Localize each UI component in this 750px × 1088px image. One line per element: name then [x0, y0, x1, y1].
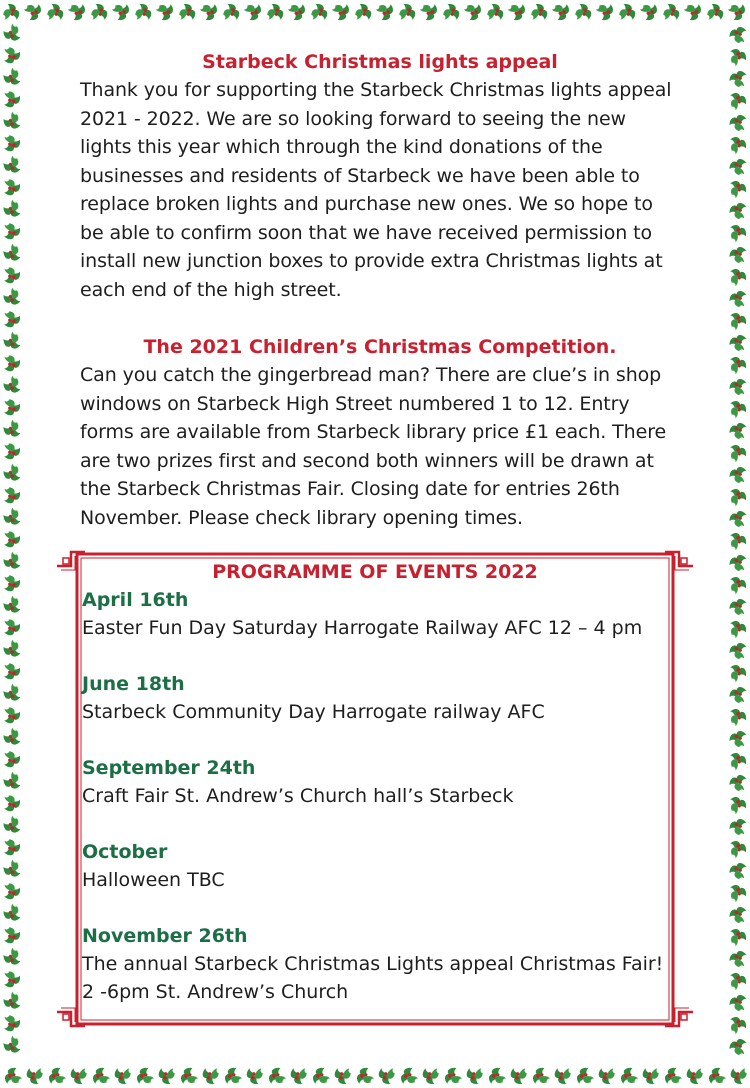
holly-leaf-icon [725, 1014, 749, 1037]
holly-leaf-icon [1, 330, 23, 351]
holly-leaf-icon [0, 439, 23, 462]
holly-leaf-icon [417, 0, 440, 23]
holly-leaf-icon [1, 946, 23, 967]
holly-leaf-icon [727, 597, 749, 618]
holly-leaf-icon [285, 0, 308, 23]
holly-leaf-icon [727, 641, 749, 662]
holly-leaf-icon [727, 773, 749, 794]
holly-leaf-icon [727, 157, 749, 178]
holly-leaf-icon [329, 0, 352, 23]
holly-leaf-icon [727, 201, 749, 222]
holly-leaf-icon [1, 418, 23, 439]
holly-leaf-icon [0, 307, 23, 330]
competition-title: The 2021 Children’s Christmas Competition. [143, 336, 617, 358]
holly-leaf-icon [0, 615, 23, 638]
holly-leaf-icon [439, 1, 462, 25]
holly-leaf-icon [527, 1, 550, 25]
holly-leaf-icon [725, 618, 749, 641]
holly-leaf-icon [420, 1063, 443, 1087]
holly-leaf-icon [508, 1063, 531, 1087]
holly-leaf-icon [725, 662, 749, 685]
holly-leaf-icon [727, 861, 749, 882]
main-content [80, 48, 680, 532]
holly-leaf-icon [0, 747, 23, 770]
holly-leaf-icon [727, 685, 749, 706]
holly-leaf-icon [725, 882, 749, 905]
holly-leaf-icon [266, 1065, 289, 1088]
holly-leaf-icon [332, 1063, 355, 1087]
holly-leaf-icon [1, 1034, 23, 1055]
holly-leaf-icon [1, 594, 23, 615]
holly-leaf-icon [486, 1065, 509, 1088]
event-description: The annual Starbeck Christmas Lights appeal Christmas Fair! 2 -6pm St. Andrew’s Church [82, 953, 664, 1003]
holly-leaf-icon [728, 1063, 750, 1087]
holly-leaf-icon [87, 1, 110, 25]
holly-leaf-icon [65, 0, 88, 23]
holly-leaf-icon [725, 46, 749, 69]
holly-leaf-icon [725, 134, 749, 157]
holly-leaf-icon [0, 263, 23, 286]
holly-leaf-icon [725, 178, 749, 201]
event-date: November 26th [82, 925, 248, 947]
holly-leaf-icon [725, 442, 749, 465]
holly-leaf-icon [681, 0, 704, 23]
holly-leaf-icon [464, 1063, 487, 1087]
holly-leaf-icon [0, 43, 23, 66]
holly-leaf-icon [175, 1, 198, 25]
event-item [82, 838, 682, 894]
holly-leaf-icon [288, 1063, 311, 1087]
holly-leaf-icon [725, 0, 748, 23]
holly-leaf-icon [727, 465, 749, 486]
holly-leaf-icon [727, 509, 749, 530]
event-description: Craft Fair St. Andrew’s Church hall’s Starbeck [82, 785, 514, 807]
holly-leaf-icon [1, 154, 23, 175]
holly-leaf-icon [0, 1, 22, 25]
event-description: Starbeck Community Day Harrogate railway AFC [82, 701, 545, 723]
holly-leaf-icon [0, 835, 23, 858]
holly-leaf-icon [727, 333, 749, 354]
holly-leaf-icon [219, 1, 242, 25]
holly-leaf-icon [0, 967, 23, 990]
events-list [82, 586, 682, 1034]
holly-leaf-icon [200, 1063, 223, 1087]
holly-leaf-icon [153, 0, 176, 23]
event-description: Easter Fun Day Saturday Harrogate Railway AFC 12 – 4 pm [82, 617, 643, 639]
holly-leaf-icon [0, 131, 23, 154]
holly-leaf-icon [1, 814, 23, 835]
appeal-title: Starbeck Christmas lights appeal [202, 51, 558, 73]
holly-leaf-icon [354, 1065, 377, 1088]
holly-leaf-icon [442, 1065, 465, 1088]
holly-leaf-icon [90, 1065, 113, 1088]
holly-leaf-icon [21, 0, 44, 23]
holly-leaf-icon [0, 175, 23, 198]
event-item [82, 922, 682, 1006]
holly-leaf-icon [615, 1, 638, 25]
holly-leaf-icon [1, 726, 23, 747]
holly-leaf-icon [112, 1063, 135, 1087]
holly-leaf-icon [725, 750, 749, 773]
holly-leaf-icon [483, 1, 506, 25]
holly-leaf-icon [222, 1065, 245, 1088]
holly-leaf-icon [0, 483, 23, 506]
holly-leaf-icon [727, 113, 749, 134]
holly-leaf-icon [637, 0, 660, 23]
holly-leaf-icon [373, 0, 396, 23]
holly-leaf-icon [0, 527, 23, 550]
holly-leaf-icon [24, 1063, 47, 1087]
holly-leaf-icon [1, 770, 23, 791]
holly-leaf-icon [310, 1065, 333, 1088]
holly-leaf-icon [46, 1065, 69, 1088]
holly-leaf-icon [703, 1, 726, 25]
holly-leaf-icon [727, 1037, 749, 1058]
holly-leaf-icon [727, 25, 749, 46]
holly-leaf-icon [1, 682, 23, 703]
holly-leaf-icon [549, 0, 572, 23]
holly-leaf-icon [1, 374, 23, 395]
holly-leaf-icon [725, 266, 749, 289]
holly-leaf-icon [574, 1065, 597, 1088]
holly-leaf-icon [0, 219, 23, 242]
holly-leaf-icon [725, 90, 749, 113]
holly-leaf-icon [1, 990, 23, 1011]
event-date: April 16th [82, 589, 189, 611]
holly-leaf-icon [727, 817, 749, 838]
holly-leaf-icon [727, 949, 749, 970]
holly-leaf-icon [727, 69, 749, 90]
holly-leaf-icon [178, 1065, 201, 1088]
holly-leaf-icon [0, 703, 23, 726]
holly-leaf-icon [662, 1065, 685, 1088]
holly-leaf-icon [395, 1, 418, 25]
holly-leaf-icon [725, 574, 749, 597]
holly-leaf-icon [725, 310, 749, 333]
holly-leaf-icon [1, 638, 23, 659]
event-description: Halloween TBC [82, 869, 225, 891]
holly-leaf-icon [0, 571, 23, 594]
holly-leaf-icon [727, 553, 749, 574]
holly-leaf-icon [1, 66, 23, 87]
holly-leaf-icon [725, 706, 749, 729]
holly-leaf-icon [68, 1063, 91, 1087]
holly-leaf-icon [596, 1063, 619, 1087]
holly-leaf-icon [43, 1, 66, 25]
holly-leaf-icon [1, 902, 23, 923]
event-date: June 18th [82, 673, 185, 695]
holly-leaf-icon [1, 198, 23, 219]
holly-leaf-icon [1, 22, 23, 43]
event-date: September 24th [82, 757, 256, 779]
appeal-body: Thank you for supporting the Starbeck Christmas lights appeal 2021 - 2022. We are so looking forward to seeing the new lights this year which through the kind donations of the businesses and residents of Starbeck we have been able to replace broken lights and purchase new ones. We so hope to be able to confirm soon that we have received permission to install new junction boxes to provide extra Christmas lights at each end of the high street. [80, 79, 672, 301]
holly-leaf-icon [727, 729, 749, 750]
holly-leaf-icon [725, 838, 749, 861]
holly-leaf-icon [0, 923, 23, 946]
holly-leaf-icon [307, 1, 330, 25]
holly-leaf-icon [398, 1065, 421, 1088]
holly-leaf-icon [0, 659, 23, 682]
event-date: October [82, 841, 168, 863]
holly-leaf-icon [727, 289, 749, 310]
holly-leaf-icon [725, 222, 749, 245]
holly-leaf-icon [109, 0, 132, 23]
holly-leaf-icon [725, 530, 749, 553]
holly-leaf-icon [1, 286, 23, 307]
holly-leaf-icon [1, 506, 23, 527]
holly-leaf-icon [727, 377, 749, 398]
holly-leaf-icon [2, 1065, 25, 1088]
holly-leaf-icon [725, 794, 749, 817]
holly-leaf-icon [244, 1063, 267, 1087]
holly-leaf-icon [0, 1011, 23, 1034]
holly-leaf-icon [1, 858, 23, 879]
holly-leaf-icon [727, 245, 749, 266]
holly-leaf-icon [725, 354, 749, 377]
holly-leaf-icon [263, 1, 286, 25]
holly-leaf-icon [684, 1063, 707, 1087]
holly-leaf-icon [1, 242, 23, 263]
holly-leaf-icon [156, 1063, 179, 1087]
holly-leaf-icon [0, 395, 23, 418]
holly-leaf-icon [706, 1065, 729, 1088]
holly-leaf-icon [0, 879, 23, 902]
holly-leaf-icon [376, 1063, 399, 1087]
holly-leaf-icon [351, 1, 374, 25]
holly-leaf-icon [1, 110, 23, 131]
holly-leaf-icon [1, 550, 23, 571]
holly-leaf-icon [552, 1063, 575, 1087]
event-item [82, 754, 682, 810]
holly-leaf-icon [725, 398, 749, 421]
holly-leaf-icon [618, 1065, 641, 1088]
holly-leaf-icon [197, 0, 220, 23]
holly-leaf-icon [725, 926, 749, 949]
holly-leaf-icon [659, 1, 682, 25]
holly-leaf-icon [725, 486, 749, 509]
event-item [82, 670, 682, 726]
holly-leaf-icon [727, 993, 749, 1014]
holly-leaf-icon [0, 87, 23, 110]
holly-leaf-icon [530, 1065, 553, 1088]
holly-leaf-icon [727, 905, 749, 926]
holly-leaf-icon [1, 462, 23, 483]
holly-leaf-icon [727, 421, 749, 442]
holly-leaf-icon [131, 1, 154, 25]
programme-title: PROGRAMME OF EVENTS 2022 [212, 561, 538, 583]
holly-leaf-icon [571, 1, 594, 25]
holly-leaf-icon [0, 351, 23, 374]
programme-box [55, 546, 695, 1032]
holly-leaf-icon [505, 0, 528, 23]
holly-leaf-icon [640, 1063, 663, 1087]
holly-leaf-icon [593, 0, 616, 23]
holly-leaf-icon [134, 1065, 157, 1088]
holly-leaf-icon [0, 791, 23, 814]
competition-body: Can you catch the gingerbread man? There are clue’s in shop windows on Starbeck High Street numbered 1 to 12. Entry forms are available from Starbeck library price £1 each. There are two prizes first and second both winners will be drawn at the Starbeck Christmas Fair. Closing date for entries 26th November. Please check library opening times. [80, 364, 667, 529]
event-item [82, 586, 682, 642]
holly-leaf-icon [241, 0, 264, 23]
holly-leaf-icon [461, 0, 484, 23]
holly-leaf-icon [725, 970, 749, 993]
